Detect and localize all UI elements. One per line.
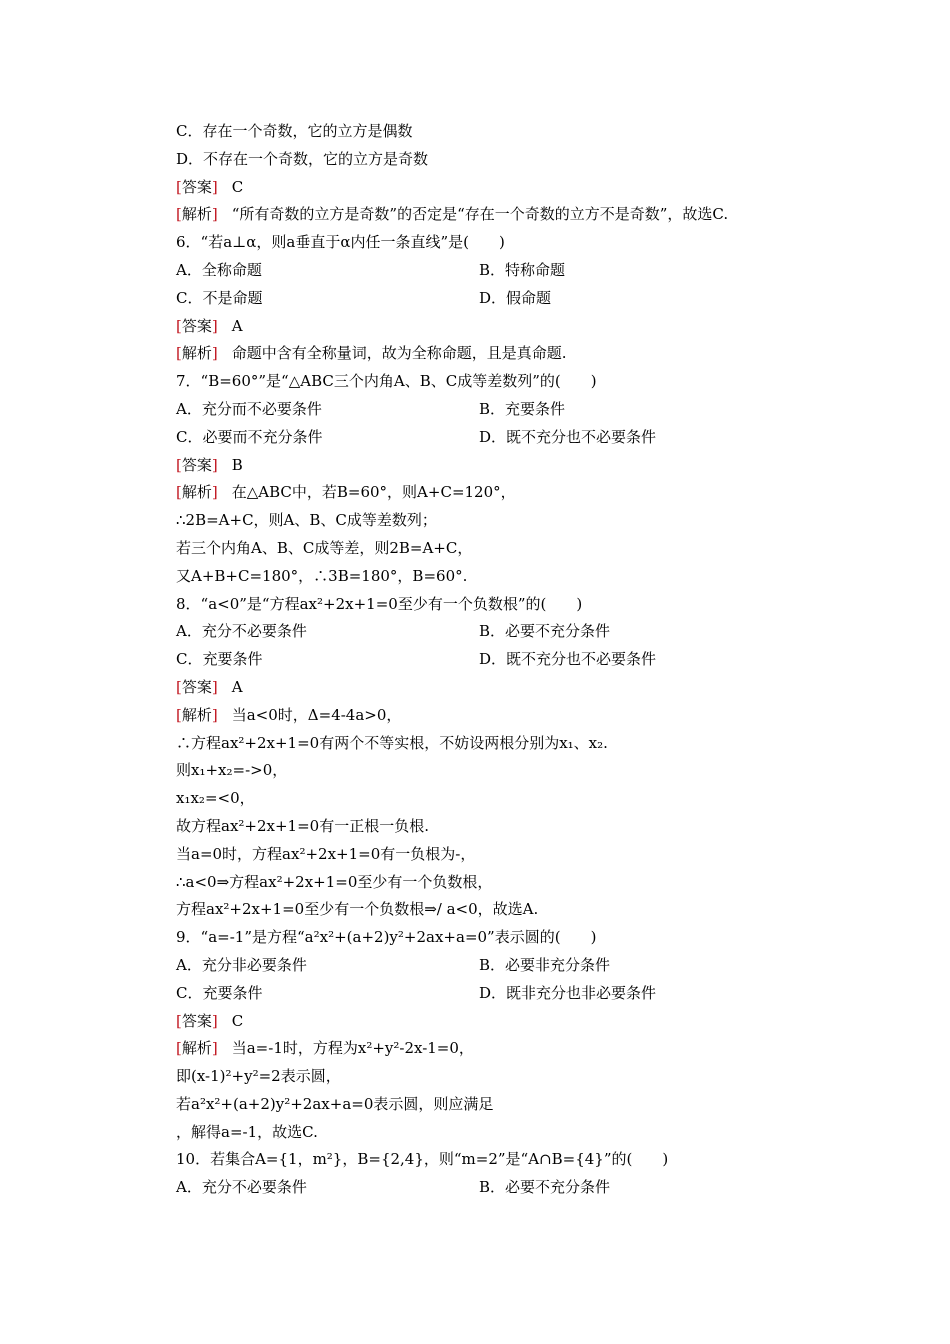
text-line: ∴方程ax²+2x+1=0有两个不等实根，不妨设两根分别为x₁、x₂. [176, 733, 608, 752]
option-row [176, 952, 816, 980]
text-line: 6．“若a⊥α，则a垂直于α内任一条直线”是( ) [176, 233, 505, 252]
analysis-line [176, 201, 816, 229]
text-line: 8．“a<0”是“方程ax²+2x+1=0至少有一个负数根”的( ) [176, 594, 583, 613]
text-line: 又A+B+C=180°，∴3B=180°，B=60°. [176, 566, 468, 585]
analysis-line [176, 340, 816, 368]
answer-line [176, 313, 816, 341]
answer-line [176, 674, 816, 702]
option-right: B．必要非充分条件 [479, 955, 611, 974]
text-line: x₁x₂=<0， [176, 789, 255, 808]
option-right: B．必要不充分条件 [479, 622, 611, 641]
option-left: A．充分而不必要条件 [176, 399, 322, 418]
option-left: A．充分不必要条件 [176, 622, 307, 641]
analysis-tag: [解析] [176, 1039, 218, 1058]
answer-tag: [答案] [176, 1011, 218, 1030]
line-text: 当a=-1时，方程为x²+y²-2x-1=0， [231, 1039, 474, 1058]
text-line: 方程ax²+2x+1=0至少有一个负数根⇒/ a<0，故选A. [176, 900, 539, 919]
analysis-line [176, 702, 816, 730]
text-line: ∴a<0⇒方程ax²+2x+1=0至少有一个负数根， [176, 872, 493, 891]
option-right: B．必要不充分条件 [479, 1178, 611, 1197]
analysis-tag: [解析] [176, 344, 218, 363]
text-line: D．不存在一个奇数，它的立方是奇数 [176, 149, 429, 168]
text-line: 若三个内角A、B、C成等差，则2B=A+C， [176, 538, 473, 557]
line-text: 当a<0时，Δ=4-4a>0， [231, 705, 402, 724]
analysis-line [176, 1035, 816, 1063]
text-line: 10．若集合A={1，m²}，B={2,4}，则“m=2”是“A∩B={4}”的( ) [176, 1150, 669, 1169]
answer-tag: [答案] [176, 177, 218, 196]
option-left: C．必要而不充分条件 [176, 427, 323, 446]
option-row [176, 618, 816, 646]
analysis-tag: [解析] [176, 483, 218, 502]
text-line: ∴2B=A+C，则A、B、C成等差数列； [176, 511, 437, 530]
analysis-line [176, 479, 816, 507]
option-row [176, 980, 816, 1008]
answer-line [176, 1008, 816, 1036]
option-left: C．充要条件 [176, 983, 263, 1002]
text-line: 7．“B=60°”是“△ABC三个内角A、B、C成等差数列”的( ) [176, 372, 597, 391]
option-right: D．既非充分也非必要条件 [479, 983, 657, 1002]
line-text: C [231, 1011, 244, 1030]
option-left: C．不是命题 [176, 288, 263, 307]
option-left: C．充要条件 [176, 650, 263, 669]
option-left: A．充分非必要条件 [176, 955, 307, 974]
line-text: A [231, 316, 243, 335]
text-line: 故方程ax²+2x+1=0有一正根一负根. [176, 816, 429, 835]
line-text: “所有奇数的立方是奇数”的否定是“存在一个奇数的立方不是奇数”，故选C. [231, 205, 729, 224]
option-row [176, 1174, 816, 1202]
option-row [176, 424, 816, 452]
text-line: 则x₁+x₂=->0， [176, 761, 288, 780]
line-text: A [231, 677, 243, 696]
line-text: 命题中含有全称量词，故为全称命题，且是真命题. [231, 344, 567, 363]
text-line: 9．“a=-1”是方程“a²x²+(a+2)y²+2ax+a=0”表示圆的( ) [176, 928, 597, 947]
option-right: B．充要条件 [479, 399, 566, 418]
option-row [176, 257, 816, 285]
answer-line [176, 174, 816, 202]
answer-line [176, 452, 816, 480]
line-text: 在△ABC中，若B=60°，则A+C=120°， [231, 483, 516, 502]
line-text: C [231, 177, 244, 196]
answer-tag: [答案] [176, 677, 218, 696]
analysis-tag: [解析] [176, 205, 218, 224]
answer-tag: [答案] [176, 455, 218, 474]
answer-tag: [答案] [176, 316, 218, 335]
option-left: A．充分不必要条件 [176, 1178, 307, 1197]
text-line: 当a=0时，方程ax²+2x+1=0有一负根为-， [176, 844, 476, 863]
option-right: D．既不充分也不必要条件 [479, 427, 657, 446]
text-line: 即(x-1)²+y²=2表示圆， [176, 1067, 341, 1086]
text-line: ，解得a=-1，故选C. [176, 1122, 318, 1141]
line-text: B [231, 455, 243, 474]
option-row [176, 646, 816, 674]
analysis-tag: [解析] [176, 705, 218, 724]
option-right: B．特称命题 [479, 260, 566, 279]
text-line: C．存在一个奇数，它的立方是偶数 [176, 122, 413, 140]
option-right: D．假命题 [479, 288, 552, 307]
option-row [176, 396, 816, 424]
text-line: 若a²x²+(a+2)y²+2ax+a=0表示圆，则应满足 [176, 1094, 494, 1113]
option-right: D．既不充分也不必要条件 [479, 650, 657, 669]
option-row [176, 285, 816, 313]
option-left: A．全称命题 [176, 260, 262, 279]
document-page [176, 118, 816, 1202]
